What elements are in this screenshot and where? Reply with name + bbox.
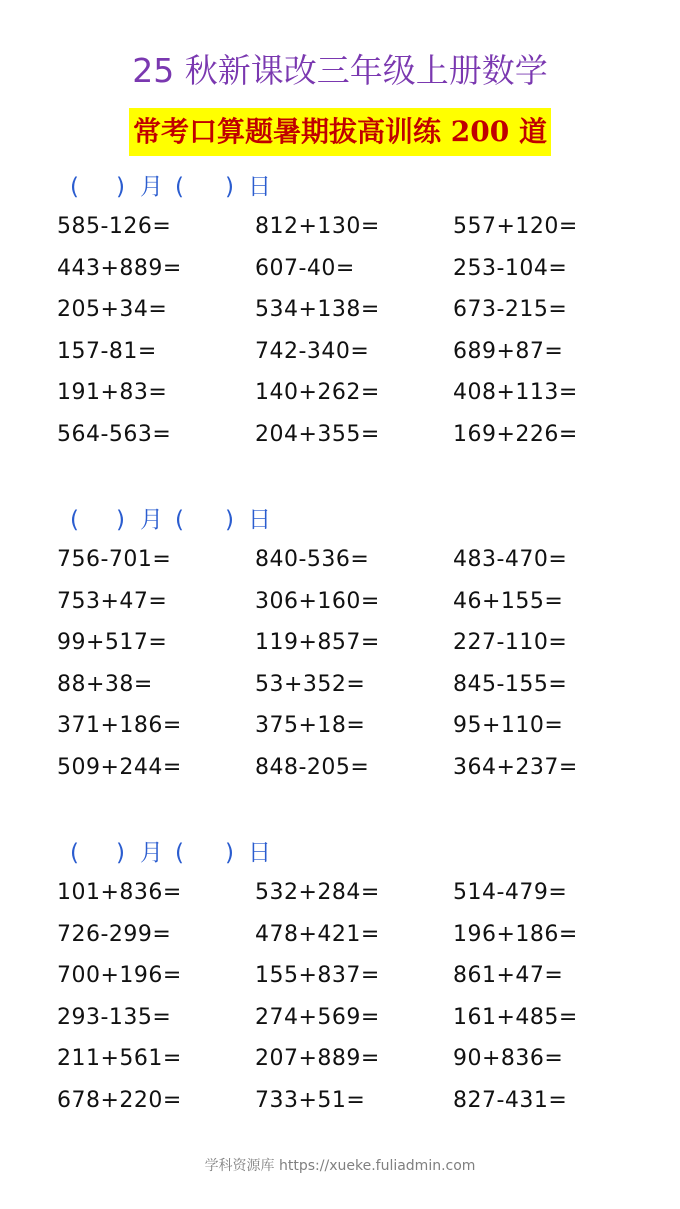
arithmetic-problem: 207+889=	[255, 1046, 380, 1072]
arithmetic-problem: 293-135=	[57, 1004, 172, 1030]
arithmetic-problem: 99+517=	[57, 630, 168, 656]
arithmetic-problem: 534+138=	[255, 297, 380, 323]
arithmetic-problem: 861+47=	[453, 963, 564, 989]
arithmetic-problem: 196+186=	[453, 921, 578, 947]
arithmetic-problem: 90+836=	[453, 1046, 564, 1072]
arithmetic-problem: 204+355=	[255, 422, 380, 447]
arithmetic-problem: 46+155=	[453, 588, 564, 614]
arithmetic-problem: 478+421=	[255, 921, 380, 947]
date-line-part: (	[175, 840, 184, 866]
arithmetic-problem: 678+220=	[57, 1088, 182, 1113]
arithmetic-problem: 742-340=	[255, 338, 370, 364]
arithmetic-problem: 140+262=	[255, 380, 380, 406]
arithmetic-problem: 532+284=	[255, 880, 380, 905]
arithmetic-problem: 169+226=	[453, 422, 578, 447]
date-line-part: )	[225, 174, 234, 200]
arithmetic-problem: 848-205=	[255, 755, 370, 780]
arithmetic-problem: 585-126=	[57, 214, 172, 239]
arithmetic-problem: 371+186=	[57, 713, 182, 739]
date-line-part: )	[116, 174, 125, 200]
date-line-part: 日	[248, 507, 271, 533]
arithmetic-problem: 227-110=	[453, 630, 568, 656]
arithmetic-problem: 161+485=	[453, 1004, 578, 1030]
arithmetic-problem: 733+51=	[255, 1088, 366, 1113]
arithmetic-problem: 375+18=	[255, 713, 366, 739]
date-line-part: )	[116, 507, 125, 533]
date-line-part: 月	[140, 507, 163, 533]
arithmetic-problem: 509+244=	[57, 755, 182, 780]
arithmetic-problem: 211+561=	[57, 1046, 182, 1072]
arithmetic-problem: 557+120=	[453, 214, 578, 239]
arithmetic-problem: 840-536=	[255, 547, 370, 572]
arithmetic-problem: 408+113=	[453, 380, 578, 406]
arithmetic-problem: 119+857=	[255, 630, 380, 656]
arithmetic-problem: 155+837=	[255, 963, 380, 989]
arithmetic-problem: 101+836=	[57, 880, 182, 905]
worksheet-subtitle: 常考口算题暑期拔高训练 200 道	[129, 108, 551, 156]
subtitle-banner	[0, 108, 680, 156]
worksheet-title: 25 秋新课改三年级上册数学	[132, 51, 548, 90]
date-line-part: (	[70, 507, 79, 533]
arithmetic-problem: 483-470=	[453, 547, 568, 572]
date-line-part: (	[70, 174, 79, 200]
arithmetic-problem: 443+889=	[57, 255, 182, 281]
arithmetic-problem: 274+569=	[255, 1004, 380, 1030]
arithmetic-problem: 607-40=	[255, 255, 355, 281]
arithmetic-problem: 191+83=	[57, 380, 168, 406]
date-line-part: )	[225, 840, 234, 866]
arithmetic-problem: 726-299=	[57, 921, 172, 947]
arithmetic-problem: 253-104=	[453, 255, 568, 281]
date-line-part: 月	[140, 840, 163, 866]
arithmetic-problem: 306+160=	[255, 588, 380, 614]
date-line-part: 日	[248, 840, 271, 866]
arithmetic-problem: 827-431=	[453, 1088, 568, 1113]
arithmetic-problem: 845-155=	[453, 671, 568, 697]
date-line-part: )	[116, 840, 125, 866]
arithmetic-problem: 88+38=	[57, 671, 153, 697]
date-line-part: 日	[248, 174, 271, 200]
date-line-part: 月	[140, 174, 163, 200]
arithmetic-problem: 53+352=	[255, 671, 366, 697]
arithmetic-problem: 700+196=	[57, 963, 182, 989]
arithmetic-problem: 689+87=	[453, 338, 564, 364]
footer-source: 学科资源库 https://xueke.fuliadmin.com	[204, 1158, 476, 1174]
arithmetic-problem: 205+34=	[57, 297, 168, 323]
arithmetic-problem: 673-215=	[453, 297, 568, 323]
arithmetic-problem: 812+130=	[255, 214, 380, 239]
arithmetic-problem: 95+110=	[453, 713, 564, 739]
date-line-part: (	[175, 507, 184, 533]
arithmetic-problem: 756-701=	[57, 547, 172, 572]
arithmetic-problem: 157-81=	[57, 338, 157, 364]
date-line-part: (	[175, 174, 184, 200]
arithmetic-problem: 514-479=	[453, 880, 568, 905]
arithmetic-problem: 564-563=	[57, 422, 172, 447]
date-line-part: (	[70, 840, 79, 866]
arithmetic-problem: 364+237=	[453, 755, 578, 780]
date-line-part: )	[225, 507, 234, 533]
arithmetic-problem: 753+47=	[57, 588, 168, 614]
